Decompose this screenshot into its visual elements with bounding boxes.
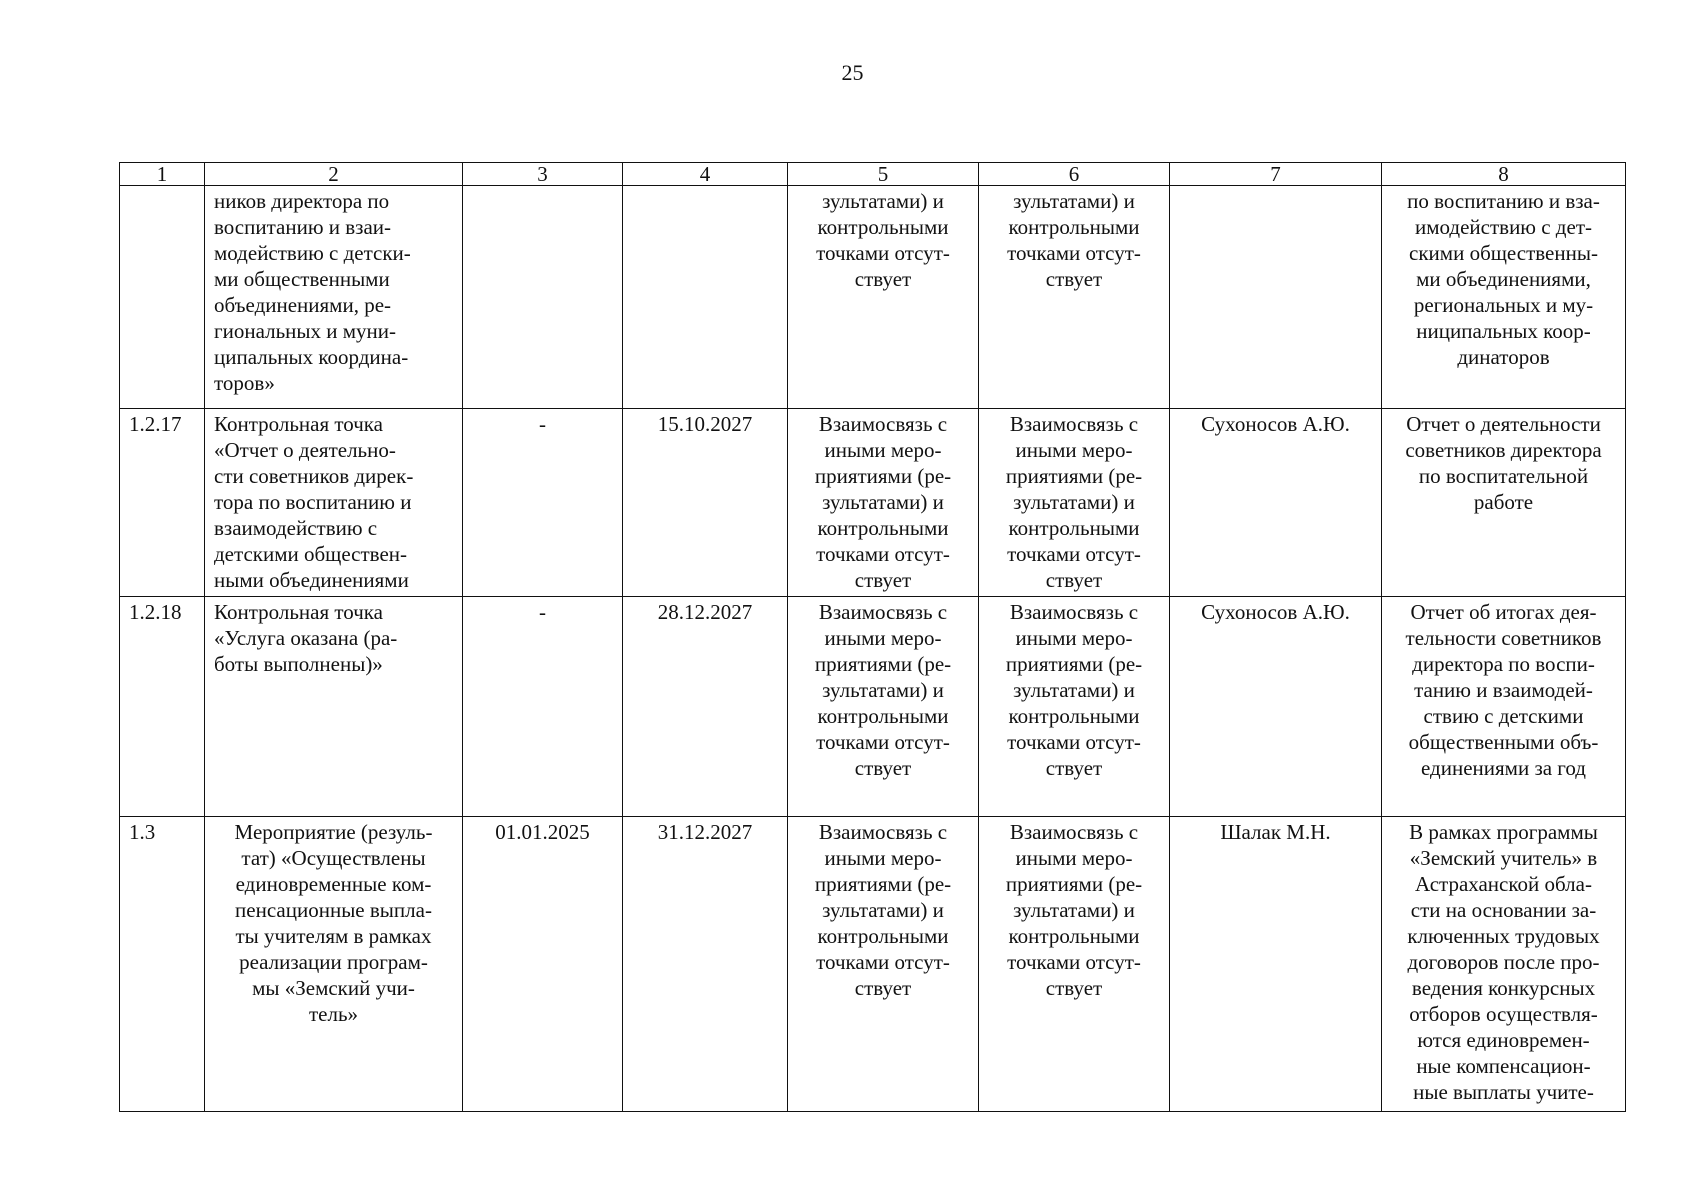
cell-start-date (463, 186, 623, 409)
cell-number: 1.2.18 (120, 597, 205, 817)
cell-start-date: - (463, 597, 623, 817)
cell-link-next: Взаимосвязь с иными меро- приятиями (ре- зультатами) и контрольными точками отсут- ствует (979, 597, 1170, 817)
cell-start-date: 01.01.2025 (463, 817, 623, 1112)
cell-end-date (623, 186, 788, 409)
cell-description: В рамках программы «Земский учитель» в Астраханской обла- сти на основании за- ключенных трудовых договоров после про- ведения конкурсных отборов осуществля- ются единовремен- ные компенсацион- ные выплаты учите- (1382, 817, 1626, 1112)
cell-responsible: Сухоносов А.Ю. (1170, 409, 1382, 597)
cell-end-date: 15.10.2027 (623, 409, 788, 597)
column-header: 7 (1170, 163, 1382, 186)
table-row (120, 186, 1626, 409)
cell-link-next: Взаимосвязь с иными меро- приятиями (ре- зультатами) и контрольными точками отсут- ствует (979, 409, 1170, 597)
column-header: 8 (1382, 163, 1626, 186)
cell-link-prev: Взаимосвязь с иными меро- приятиями (ре- зультатами) и контрольными точками отсут- ствует (788, 597, 979, 817)
cell-description: Отчет о деятельности советников директора по воспитательной работе (1382, 409, 1626, 597)
cell-name: Мероприятие (резуль- тат) «Осуществлены единовременные ком- пенсационные выпла- ты учителям в рамках реализации програм- мы «Земский учи- тель» (205, 817, 463, 1112)
cell-responsible: Сухоносов А.Ю. (1170, 597, 1382, 817)
column-header: 2 (205, 163, 463, 186)
cell-link-prev: зультатами) и контрольными точками отсут- ствует (788, 186, 979, 409)
column-header: 5 (788, 163, 979, 186)
plan-table (119, 162, 1626, 1112)
cell-number: 1.2.17 (120, 409, 205, 597)
cell-number: 1.3 (120, 817, 205, 1112)
column-header: 4 (623, 163, 788, 186)
cell-name: Контрольная точка «Услуга оказана (ра- боты выполнены)» (205, 597, 463, 817)
table-row (120, 817, 1626, 1112)
cell-description: по воспитанию и вза- имодействию с дет- скими общественны- ми объединениями, региональных и му- ниципальных коор- динаторов (1382, 186, 1626, 409)
column-header: 6 (979, 163, 1170, 186)
cell-link-prev: Взаимосвязь с иными меро- приятиями (ре- зультатами) и контрольными точками отсут- ствует (788, 409, 979, 597)
table-row (120, 409, 1626, 597)
cell-responsible (1170, 186, 1382, 409)
cell-name: Контрольная точка «Отчет о деятельно- сти советников дирек- тора по воспитанию и взаимодействию с детскими обществен- ными объединениями (205, 409, 463, 597)
cell-link-prev: Взаимосвязь с иными меро- приятиями (ре- зультатами) и контрольными точками отсут- ствует (788, 817, 979, 1112)
header-row (120, 163, 1626, 186)
column-header: 1 (120, 163, 205, 186)
cell-number (120, 186, 205, 409)
cell-link-next: Взаимосвязь с иными меро- приятиями (ре- зультатами) и контрольными точками отсут- ствует (979, 817, 1170, 1112)
cell-name: ников директора по воспитанию и взаи- модействию с детски- ми общественными объединениями, ре- гиональных и муни- ципальных координа- торов» (205, 186, 463, 409)
cell-end-date: 31.12.2027 (623, 817, 788, 1112)
page-number: 25 (841, 60, 864, 85)
cell-responsible: Шалак М.Н. (1170, 817, 1382, 1112)
cell-description: Отчет об итогах дея- тельности советников директора по воспи- танию и взаимодей- ствию с детскими общественными объ- единениями за год (1382, 597, 1626, 817)
table-row (120, 597, 1626, 817)
cell-start-date: - (463, 409, 623, 597)
column-header: 3 (463, 163, 623, 186)
cell-end-date: 28.12.2027 (623, 597, 788, 817)
cell-link-next: зультатами) и контрольными точками отсут- ствует (979, 186, 1170, 409)
